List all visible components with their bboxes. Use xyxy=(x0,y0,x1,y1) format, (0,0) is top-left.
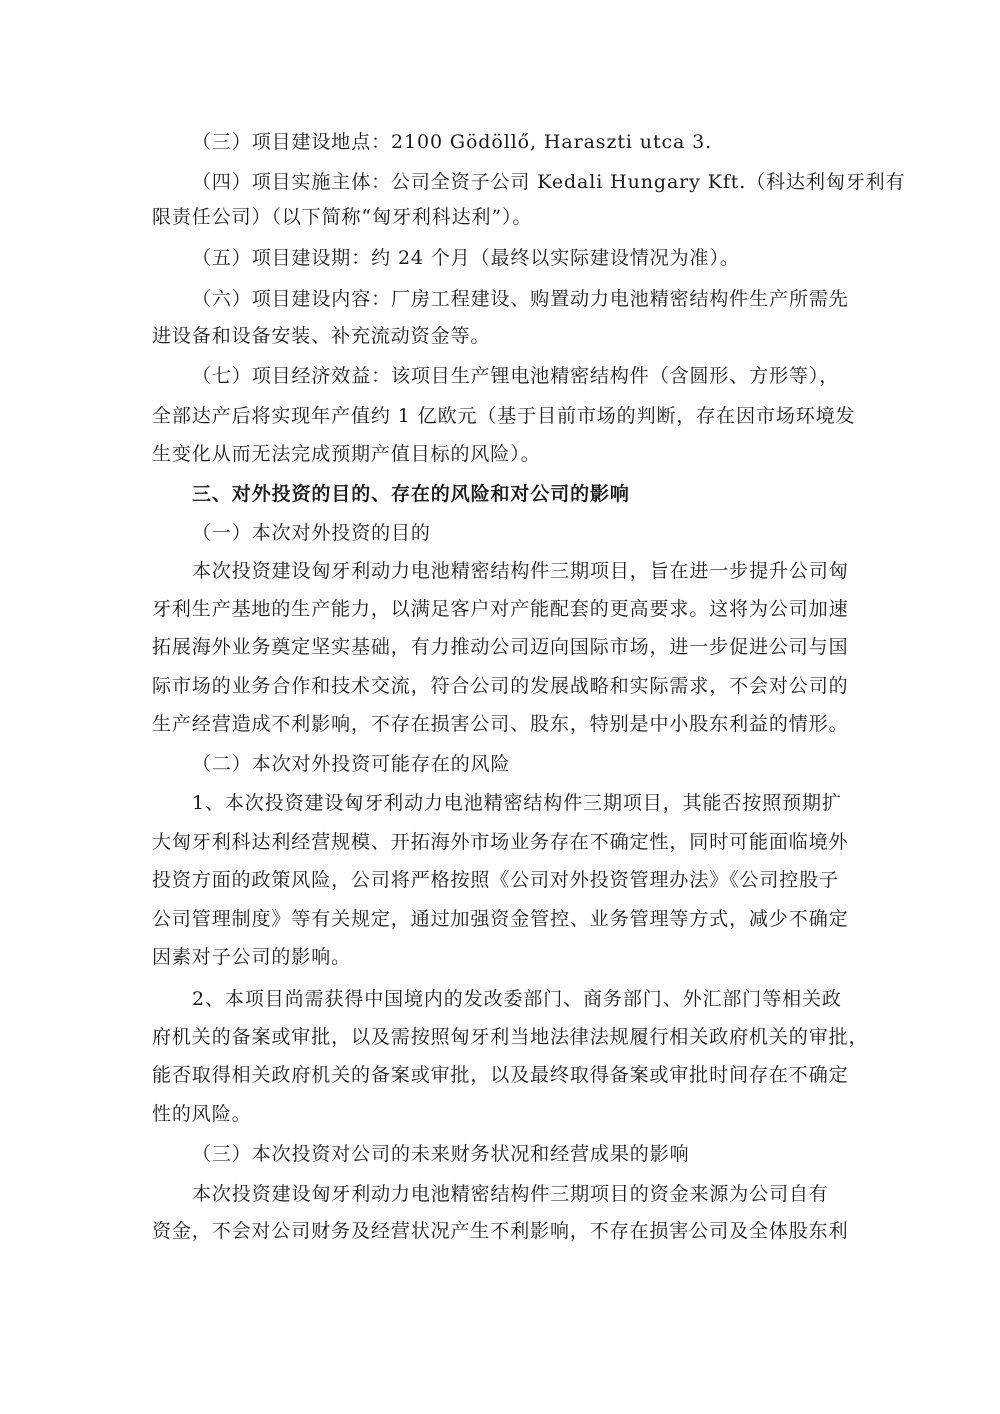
text-line: 能否取得相关政府机关的备案或审批，以及最终取得备案或审批时间存在不确定 xyxy=(152,1064,849,1086)
text-line: 性的风险。 xyxy=(152,1103,252,1125)
text-line: （五）项目建设期：约 24 个月（最终以实际建设情况为准）。 xyxy=(192,247,740,269)
section-heading: 三、对外投资的目的、存在的风险和对公司的影响 xyxy=(192,483,630,505)
text-line: （七）项目经济效益：该项目生产锂电池精密结构件（含圆形、方形等）， xyxy=(192,365,840,387)
text-line: 2、本项目尚需获得中国境内的发改委部门、商务部门、外汇部门等相关政 xyxy=(192,988,842,1010)
text-line: （四）项目实施主体：公司全资子公司 Kedali Hungary Kft.（科达利匈牙利有 xyxy=(192,171,906,193)
text-line: 本次投资建设匈牙利动力电池精密结构件三期项目，旨在进一步提升公司匈 xyxy=(192,560,849,582)
text-line: 资金，不会对公司财务及经营状况产生不利影响，不存在损害公司及全体股东利 xyxy=(152,1220,849,1242)
text-line: 限责任公司）（以下简称“匈牙利科达利”）。 xyxy=(152,206,533,228)
text-line: （六）项目建设内容：厂房工程建设、购置动力电池精密结构件生产所需先 xyxy=(192,288,849,310)
text-line: 牙利生产基地的生产能力，以满足客户对产能配套的更高要求。这将为公司加速 xyxy=(152,598,849,620)
text-line: 1、本次投资建设匈牙利动力电池精密结构件三期项目，其能否按照预期扩 xyxy=(192,792,842,814)
subsection-heading: （三）本次投资对公司的未来财务状况和经营成果的影响 xyxy=(192,1143,690,1165)
text-line: 府机关的备案或审批，以及需按照匈牙利当地法律法规履行相关政府机关的审批， xyxy=(152,1026,869,1048)
text-line: 进设备和设备安装、补充流动资金等。 xyxy=(152,325,491,347)
text-line: 际市场的业务合作和技术交流，符合公司的发展战略和实际需求，不会对公司的 xyxy=(152,675,849,697)
text-line: 拓展海外业务奠定坚实基础，有力推动公司迈向国际市场，进一步促进公司与国 xyxy=(152,636,849,658)
text-line: 大匈牙利科达利经营规模、开拓海外市场业务存在不确定性，同时可能面临境外 xyxy=(152,831,849,853)
text-line: 生产经营造成不利影响，不存在损害公司、股东，特别是中小股东利益的情形。 xyxy=(152,713,849,735)
text-line: （三）项目建设地点：2100 Gödöllő, Haraszti utca 3. xyxy=(192,131,713,153)
text-line: 投资方面的政策风险，公司将严格按照《公司对外投资管理办法》《公司控股子 xyxy=(152,869,840,891)
text-line: 本次投资建设匈牙利动力电池精密结构件三期项目的资金来源为公司自有 xyxy=(192,1183,829,1205)
text-line: 因素对子公司的影响。 xyxy=(152,946,352,968)
text-line: 生变化从而无法完成预期产值目标的风险）。 xyxy=(152,443,541,465)
subsection-heading: （一）本次对外投资的目的 xyxy=(192,522,431,544)
subsection-heading: （二）本次对外投资可能存在的风险 xyxy=(192,753,511,775)
text-line: 公司管理制度》等有关规定，通过加强资金管控、业务管理等方式，减少不确定 xyxy=(152,908,849,930)
text-line: 全部达产后将实现年产值约 1 亿欧元（基于目前市场的判断，存在因市场环境发 xyxy=(152,405,856,427)
